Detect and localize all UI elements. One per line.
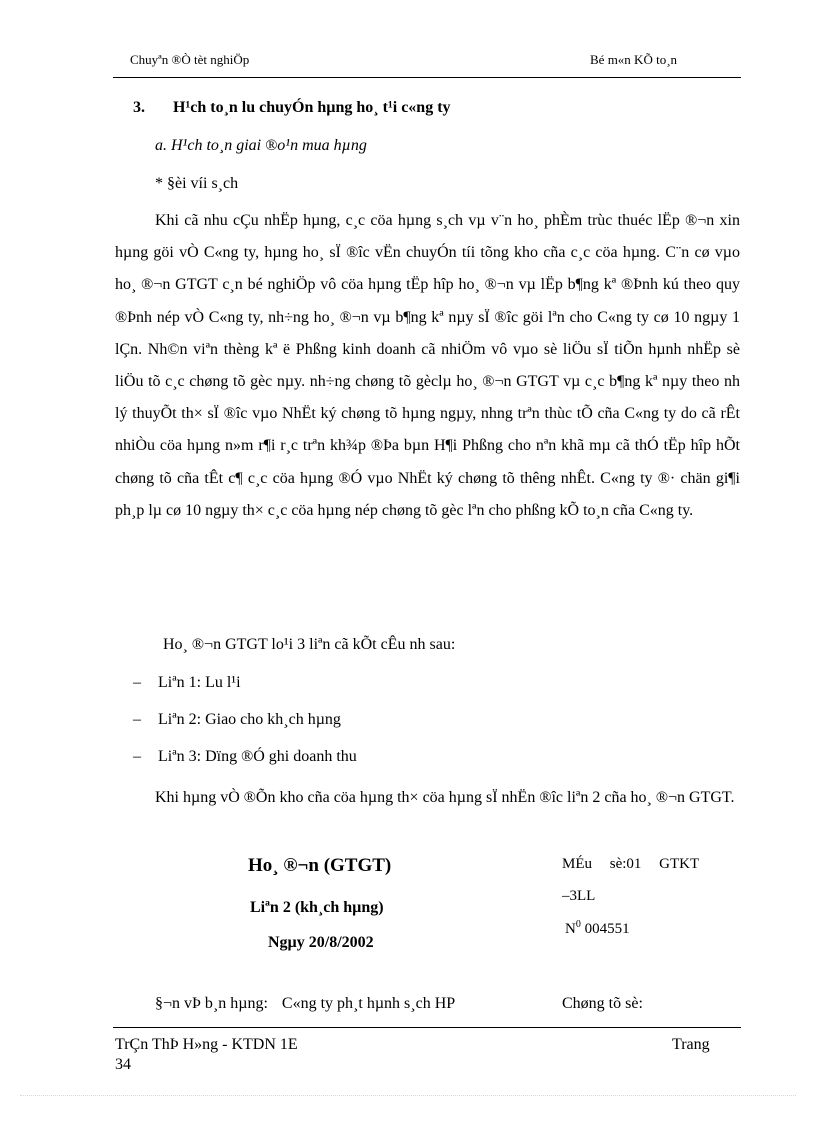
list-item-text: Liªn 3: Dïng ®Ó ghi doanh thu: [158, 748, 357, 765]
footer-author: TrÇn ThÞ H»ng - KTDN 1E: [115, 1036, 298, 1053]
invoice-number: [565, 919, 630, 938]
section-number: 3.: [133, 99, 145, 116]
voucher-number-label: Chøng tõ sè:: [562, 995, 643, 1012]
form-number-suffix: –3LL: [562, 888, 596, 904]
list-item-text: Liªn 1: Lu l¹i: [158, 674, 241, 691]
page-bottom-divider: [20, 1095, 796, 1096]
list-item-text: Liªn 2: Giao cho kh¸ch hµng: [158, 711, 341, 728]
list-item: [133, 711, 341, 729]
subheading-a: a. H¹ch to¸n giai ®o¹n mua hµng: [155, 137, 367, 154]
section-heading: [133, 99, 451, 117]
seller-line: [155, 995, 455, 1013]
invoice-date: Ngµy 20/8/2002: [268, 934, 374, 951]
invoice-number-label: N: [565, 921, 576, 937]
header-right: Bé m«n KÕ to¸n: [590, 52, 678, 67]
footer-rule: [113, 1027, 741, 1028]
list-item: [133, 674, 241, 692]
header-left: Chuyªn ®Ò tèt nghiÖp: [130, 52, 250, 67]
dash-marker: –: [133, 748, 141, 765]
invoice-number-sup: 0: [575, 919, 581, 930]
header-rule: [113, 77, 741, 78]
invoice-structure-note: Ho¸ ®¬n GTGT lo¹i 3 liªn cã kÕt cÊu nh sau:: [163, 636, 456, 653]
paragraph-2: Khi hµng vÒ ®Õn kho cña cöa hµng th× cöa hµng sÏ nhËn ®îc liªn 2 cña ho¸ ®¬n GTGT.: [155, 789, 735, 806]
subheading-b: * §èi víi s¸ch: [155, 175, 239, 192]
dash-marker: –: [133, 711, 141, 728]
paragraph-1: Khi cã nhu cÇu nhËp hµng, c¸c cöa hµng s¸ch vµ v¨n ho¸ phÈm trùc thuéc lËp ®¬n xin hµng göi vÒ C«ng ty, hµng ho¸ sÏ ®îc vËn chuyÓn tíi tõng kho cña c¸c cöa hµng. C¨n cø vµo ho¸ ®¬n GTGT c¸n bé nghiÖp vô cöa hµng tËp hîp ho¸ ®¬n vµ lËp b¶ng kª ®Þnh kú theo quy ®Þnh nép vÒ C«ng ty, nh÷ng ho¸ ®¬n vµ b¶ng kª nµy sÏ ®îc göi lªn cho C«ng ty cø 10 ngµy 1 lÇn. Nh©n viªn thèng kª ë Phßng kinh doanh cã nhiÖm vô vµo sè liÖu sÏ tiÕn hµnh nhËp sè liÖu tõ c¸c chøng tõ gèc nµy. nh÷ng chøng tõ gèclµ ho¸ ®¬n GTGT vµ c¸c b¶ng kª nµy theo nh lý thuyÕt th× sÏ ®îc vµo NhËt ký chøng tõ hµng ngµy, nhng trªn thùc tÕ cña C«ng ty do cã rÊt nhiÒu cöa hµng n»m r¶i r¸c trªn kh¾p ®Þa bµn H¶i Phßng cho nªn khã mµ cã thÓ tËp hîp hÕt chøng tõ cña tÊt c¶ c¸c cöa hµng ®Ó vµo NhËt ký chøng tõ thêng nhÊt. C«ng ty ®· chän gi¶i ph¸p lµ cø 10 ngµy th× c¸c cöa hµng nép chøng tõ gèc lªn cho phßng kÕ to¸n cña C«ng ty.: [115, 212, 740, 519]
seller-label: §¬n vÞ b¸n hµng:: [155, 995, 268, 1012]
form-number: MÉu sè:01 GTKT: [562, 856, 700, 872]
invoice-title: Ho¸ ®¬n (GTGT): [248, 855, 392, 876]
dash-marker: –: [133, 674, 141, 691]
list-item: [133, 748, 357, 766]
footer-page-label: Trang: [672, 1036, 710, 1053]
footer-page-number: 34: [115, 1056, 131, 1073]
invoice-copy: Liªn 2 (kh¸ch hµng): [250, 899, 384, 916]
section-title: H¹ch to¸n lu chuyÓn hµng ho¸ t¹i c«ng ty: [173, 99, 451, 116]
invoice-number-value: 004551: [584, 921, 630, 937]
seller-value: C«ng ty ph¸t hµnh s¸ch HP: [281, 995, 456, 1012]
